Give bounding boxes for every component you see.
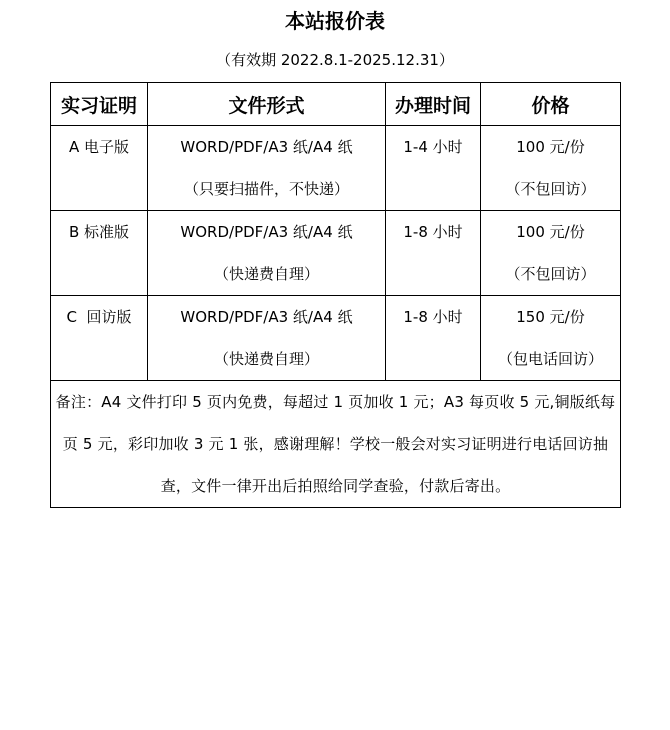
header-price: 价格 xyxy=(481,83,621,126)
price-table xyxy=(50,82,621,508)
validity-period: （有效期 2022.8.1-2025.12.31） xyxy=(216,51,454,69)
cell-time xyxy=(386,126,481,211)
table-row xyxy=(51,126,621,211)
cell-price xyxy=(481,296,621,381)
note-text: 备注：A4 文件打印 5 页内免费，每超过 1 页加收 1 元；A3 每页收 5 元,铜版纸每页 5 元，彩印加收 3 元 1 张，感谢理解！学校一般会对实习证明进行电话回访抽查，文件一律开出后拍照给同学查验，付款后寄出。 xyxy=(55,393,616,495)
cell-format xyxy=(148,296,386,381)
format-label: WORD/PDF/A3 纸/A4 纸 xyxy=(180,138,353,156)
price-note: （不包回访） xyxy=(505,180,596,198)
cell-format xyxy=(148,211,386,296)
table-row xyxy=(51,296,621,381)
cell-type xyxy=(51,126,148,211)
cell-time xyxy=(386,211,481,296)
page-title: 本站报价表 xyxy=(285,9,385,33)
cell-type xyxy=(51,211,148,296)
price-label: 100 元/份 xyxy=(516,138,585,156)
note-row xyxy=(51,381,621,508)
cell-type xyxy=(51,296,148,381)
header-processing-time: 办理时间 xyxy=(386,83,481,126)
price-note: （包电话回访） xyxy=(497,350,603,368)
cell-price xyxy=(481,211,621,296)
type-label: A 电子版 xyxy=(68,138,130,156)
type-label: B 标准版 xyxy=(68,223,130,241)
time-label: 1-8 小时 xyxy=(403,223,463,241)
note-cell xyxy=(51,381,621,508)
time-label: 1-8 小时 xyxy=(403,308,463,326)
price-label: 150 元/份 xyxy=(516,308,585,326)
type-label: C 回访版 xyxy=(66,308,132,326)
format-note: （快递费自理） xyxy=(213,350,319,368)
header-certificate: 实习证明 xyxy=(51,83,148,126)
time-label: 1-4 小时 xyxy=(403,138,463,156)
cell-time xyxy=(386,296,481,381)
format-note: （只要扫描件，不快递） xyxy=(183,180,349,198)
price-note: （不包回访） xyxy=(505,265,596,283)
header-file-format: 文件形式 xyxy=(148,83,386,126)
format-label: WORD/PDF/A3 纸/A4 纸 xyxy=(180,223,353,241)
price-label: 100 元/份 xyxy=(516,223,585,241)
cell-price xyxy=(481,126,621,211)
format-label: WORD/PDF/A3 纸/A4 纸 xyxy=(180,308,353,326)
cell-format xyxy=(148,126,386,211)
format-note: （快递费自理） xyxy=(213,265,319,283)
table-header-row xyxy=(51,83,621,126)
table-row xyxy=(51,211,621,296)
